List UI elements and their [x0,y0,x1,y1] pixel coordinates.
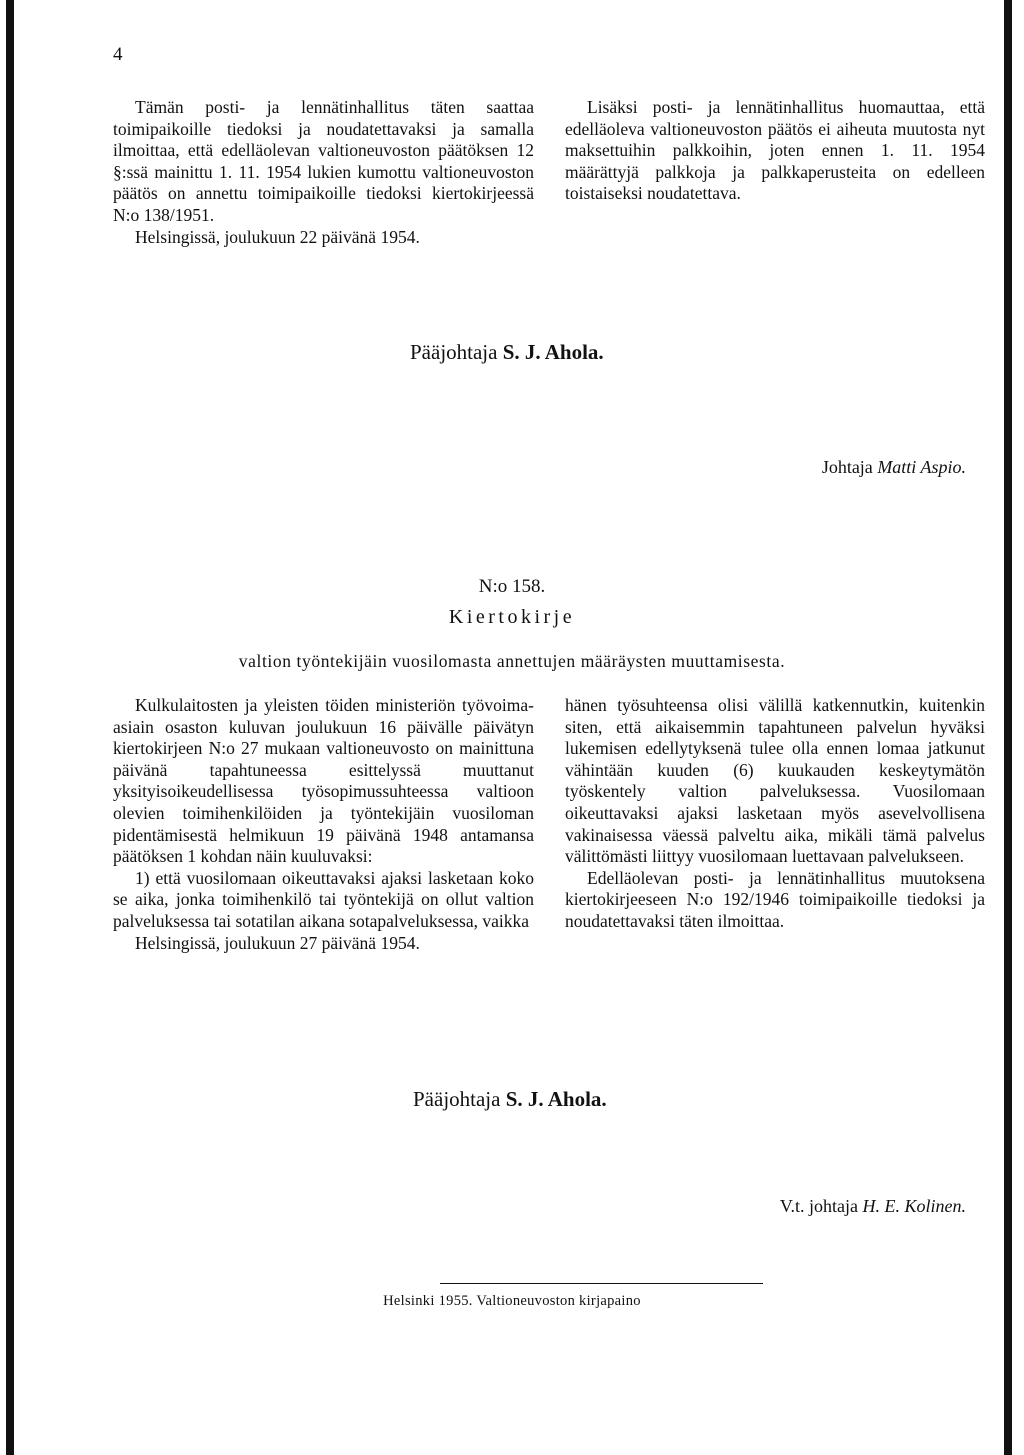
footer-imprint: Helsinki 1955. Valtioneuvoston kirjapaino [383,1293,641,1309]
circular-heading: Kiertokirje [448,606,576,628]
decision-2-paragraph: Kulkulaitosten ja yleisten töiden ministeriön työvoima-asiain osaston kuluvan joulukuun 16 päivälle päivätyn kiertokirjeen N:o 27 mukaan valtioneuvosto on mainittuna päivänä tapahtuneessa esittelyssä muuttanut yksityisoikeudellisessa työsopimussuhteessa valtioon olevien toimihenkilöiden ja työntekijäin vuosiloman pidentämisestä helmikuun 19 päivänä 1948 antamansa päätöksen 1 kohdan näin kuuluvaksi: [113,695,534,867]
decision-2-countersignature [780,1196,966,1217]
decision-2-date-line: Helsingissä, joulukuun 27 päivänä 1954. [135,932,420,953]
signature-title: Pääjohtaja [410,340,498,364]
countersignature-name: H. E. Kolinen. [862,1196,966,1216]
circular-number: N:o 158. [478,576,546,597]
signature-name: S. J. Ahola. [502,340,604,364]
countersignature-name: Matti Aspio. [877,457,966,477]
decision-2-clause: 1) että vuosilomaan oikeuttavaksi ajaksi lasketaan koko se aika, jonka toimihenkilö tai työntekijä on ollut valtion palveluksessa tai sotatilan aikana sotapalveluksessa, vaikka [113,867,534,931]
decision-2-right-paragraph: hänen työsuhteensa olisi välillä katkennutkin, kuitenkin siten, että aikaisemmin tapahtuneen palvelun hyväksi lukemisen edellytyksenä tulee olla ennen lomaa jatkunut vähintään kuuden (6) kuukauden keskeytymätön työskentely valtion palveluksessa. Vuosilomaan oikeuttavaksi ajaksi lasketaan myös asevelvollisena vakinaisessa väessä palveltu aika, mikäli tämä palvelus välittömästi liittyy vuosilomaan luettavaan palvelukseen. [565,695,985,867]
decision-2-right-paragraph-2: Edelläolevan posti- ja lennätinhallitus muutoksena kiertokirjeeseen N:o 192/1946 toimipaikoille tiedoksi ja noudatettavaksi täten ilmoittaa. [565,867,985,931]
page-number: 4 [113,44,123,65]
decision-2-right-column [565,695,985,933]
decision-1-countersignature [822,457,966,478]
decision-1-paragraph: Tämän posti- ja lennätinhallitus täten saattaa toimipaikoille tiedoksi ja noudatettavaksi ja samalla ilmoittaa, että edelläolevan valtioneuvoston päätöksen 12 §:ssä mainittu 1. 11. 1954 lukien kumottu valtioneuvoston päätös on annettu toimipaikoille tiedoksi kiertokirjeessä N:o 138/1951. [113,97,534,225]
footer-rule [440,1283,763,1284]
decision-1-left-column [113,97,534,248]
left-border-bar [6,0,14,1455]
right-border-bar [1004,0,1012,1455]
circular-subject: valtion työntekijäin vuosilomasta annettujen määräysten muuttamisesta. [238,651,786,671]
decision-2-left-column [113,695,534,954]
decision-1-right-column [565,97,985,205]
signature-name: S. J. Ahola. [505,1087,607,1111]
countersignature-title: Johtaja [821,457,873,477]
decision-1-right-paragraph: Lisäksi posti- ja lennätinhallitus huomauttaa, että edelläoleva valtioneuvoston päätös ei aiheuta muutosta nyt maksettuihin palkkoihin, joten ennen 1. 11. 1954 määrättyjä palkkoja ja palkkaperusteita on edelleen toistaiseksi noudatettava. [565,97,985,204]
signature-title: Pääjohtaja [413,1087,501,1111]
decision-1-date-line: Helsingissä, joulukuun 22 päivänä 1954. [135,226,420,247]
decision-1-signature [410,340,604,365]
countersignature-title: V.t. johtaja [779,1196,858,1216]
decision-2-signature [413,1087,607,1112]
